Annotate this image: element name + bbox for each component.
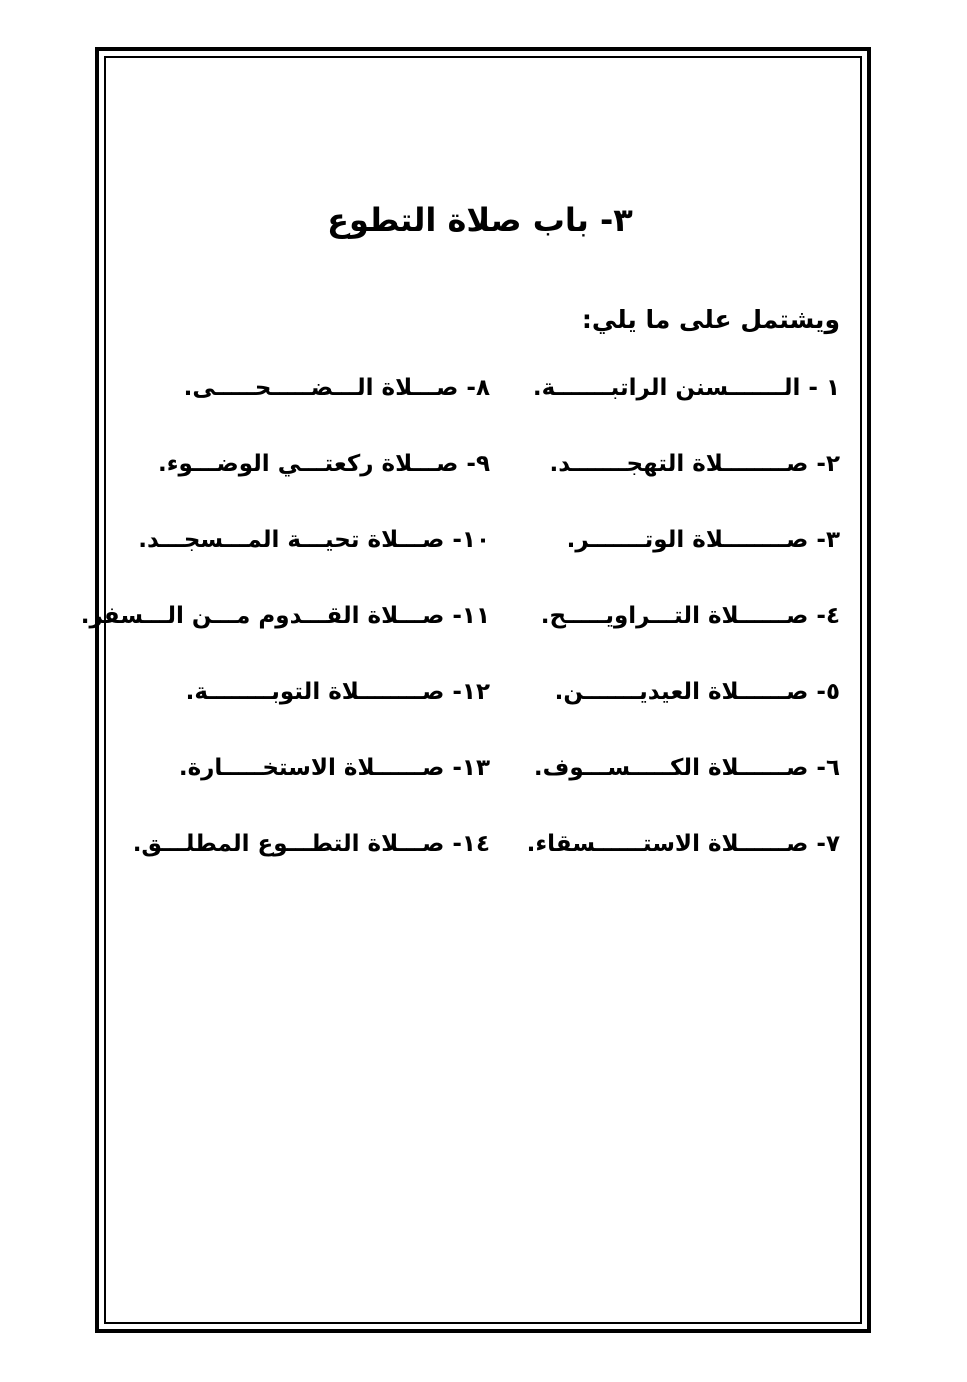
- list-row: [120, 730, 840, 806]
- list-item: ٢- صــــــــلاة التهجـــــــد.: [549, 451, 840, 477]
- list-row: [120, 350, 840, 426]
- list-row: [120, 426, 840, 502]
- list-item: ١٢- صــــــــلاة التوبــــــــة.: [185, 679, 490, 705]
- list-row: [80, 578, 840, 654]
- list-item: ١٣- صــــــلاة الاستخـــــارة.: [178, 755, 490, 781]
- list-item: ٨- صـــلاة الـــضـــــحـــــى.: [183, 375, 490, 401]
- list-item: ٣- صــــــــلاة الوتـــــــر.: [566, 527, 840, 553]
- page-title: ٣- باب صلاة التطوع: [327, 201, 633, 239]
- list-row: [120, 502, 840, 578]
- list-row: [120, 806, 840, 882]
- intro-text: ويشتمل على ما يلي:: [581, 305, 840, 334]
- list-item: ٤- صــــــلاة التـــراويـــــح.: [540, 603, 840, 629]
- list-item: ٦- صــــــلاة الكـــــســـوف.: [533, 755, 840, 781]
- list-row: [120, 654, 840, 730]
- list-item: ٥- صــــــلاة العيديـــــــن.: [554, 679, 840, 705]
- list-item: ١ - الـــــــسنن الراتبـــــــة.: [532, 375, 840, 401]
- list-item: ٩- صـــلاة ركعتـــي الوضـــوء.: [158, 451, 490, 477]
- page-content: [80, 190, 840, 882]
- list-item: ١٠- صـــلاة تحيـــة المـــسجـــد.: [138, 527, 490, 553]
- topics-list: [80, 350, 840, 882]
- list-item: ٧- صــــــلاة الاستــــــسقاء.: [526, 831, 840, 857]
- list-item: ١١- صـــلاة القـــدوم مـــن الـــسفر.: [80, 603, 490, 629]
- list-item: ١٤- صـــلاة التطـــوع المطلـــق.: [132, 831, 490, 857]
